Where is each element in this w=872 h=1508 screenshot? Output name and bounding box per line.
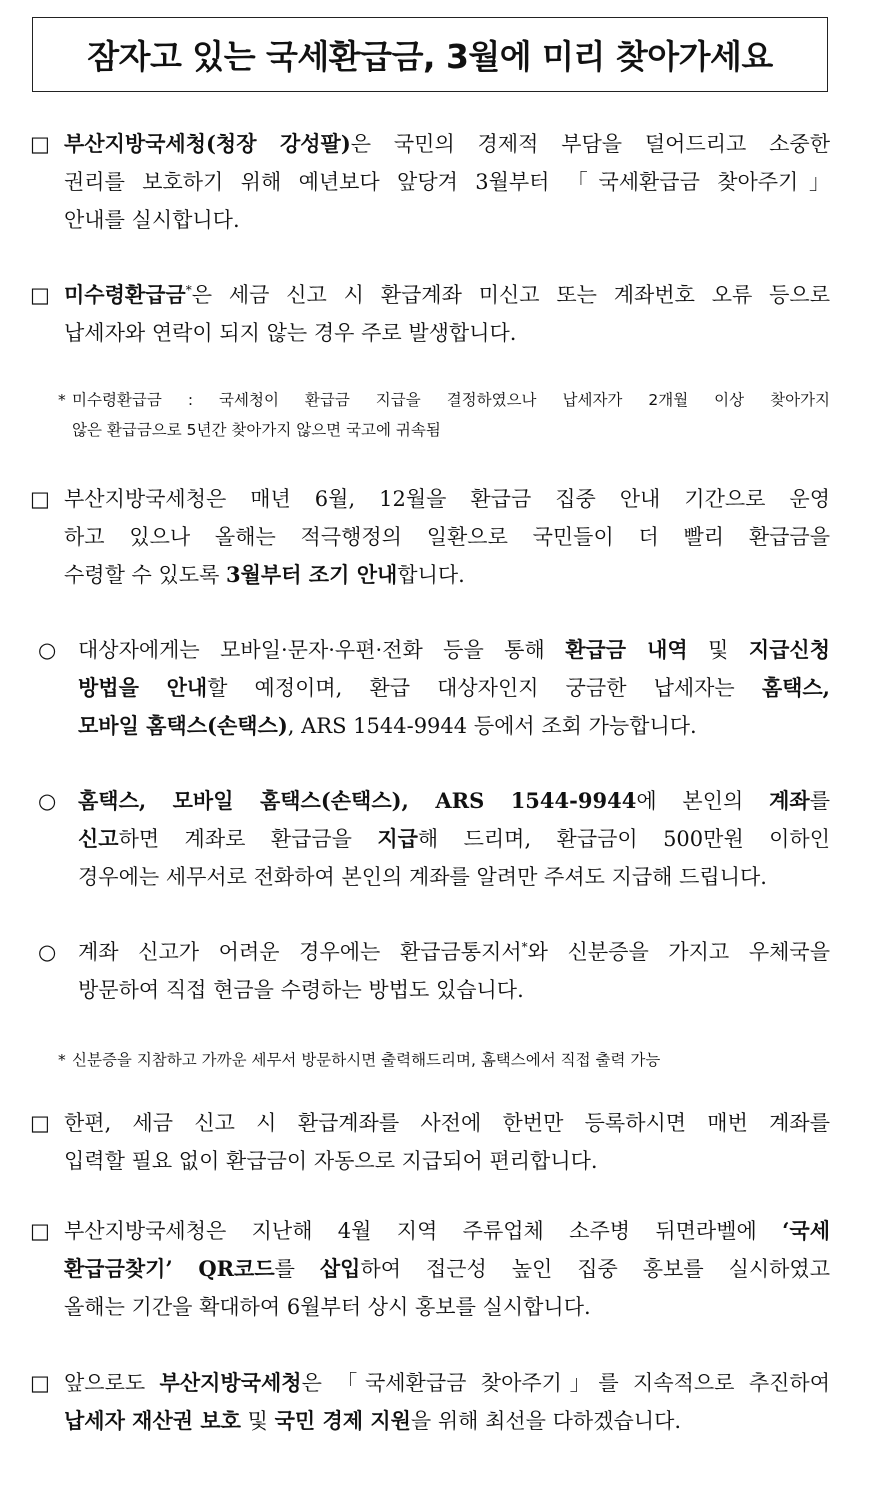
circle-item-1	[38, 631, 830, 745]
text: 할 예정이며, 환급 대상자인지 궁금한 납세자는	[207, 676, 762, 700]
text: 은 국민의 경제적 부담을 덜어드리고 소중한	[350, 132, 830, 156]
text: 를	[274, 1257, 320, 1281]
text: 수령할 수 있도록	[64, 563, 227, 587]
text-line: 경우에는 세무서로 전화하여 본인의 계좌를 알려만 주셔도 지급해 드립니다.	[78, 865, 767, 889]
title-box	[32, 17, 828, 92]
text-bold: 홈택스,	[761, 675, 830, 700]
paragraph-6	[30, 1364, 830, 1440]
paragraph-2	[30, 276, 830, 352]
text-bold: 환급금 내역	[565, 637, 688, 662]
text-bold: 지급	[377, 826, 418, 851]
circle-item-2	[38, 782, 830, 896]
text-bold: 국민 경제 지원	[274, 1408, 411, 1433]
text-bold: 모바일 홈택스(손택스)	[78, 713, 288, 738]
text-line: 방문하여 직접 현금을 수령하는 방법도 있습니다.	[78, 978, 524, 1002]
footnote-2	[58, 1045, 830, 1075]
text: 를	[809, 789, 830, 813]
text-line: 납세자와 연락이 되지 않는 경우 주로 발생합니다.	[64, 321, 517, 345]
paragraph-3	[30, 480, 830, 594]
text: 은 세금 신고 시 환급계좌 미신고 또는 계좌번호 오류 등으로	[191, 283, 830, 307]
text: 하여 접근성 높인 집중 홍보를 실시하였고	[360, 1257, 830, 1281]
text: 하면 계좌로 환급금을	[118, 827, 378, 851]
text: 해 드리며, 환급금이 500만원 이하인	[417, 827, 830, 851]
text: 합니다.	[397, 563, 465, 587]
text: 앞으로도	[64, 1371, 160, 1395]
square-bullet: □	[30, 1111, 50, 1135]
text-bold: 환급금찾기’ QR코드	[64, 1256, 275, 1281]
text: 미수령환급금 : 국세청이 환급금 지급을 결정하였으나 납세자가 2개월 이상 찾아가지	[72, 391, 830, 409]
circle-item-3	[38, 933, 830, 1009]
text: 신분증을 지참하고 가까운 세무서 방문하시면 출력해드리며, 홈택스에서 직접 출력 가능	[72, 1051, 661, 1069]
paragraph-1	[30, 125, 830, 239]
text: 부산지방국세청은 매년 6월, 12월을 환급금 집중 안내 기간으로 운영	[64, 487, 830, 511]
text: 은 「국세환급금 찾아주기」를 지속적으로 추진하여	[301, 1371, 830, 1395]
text-bold: 3월부터 조기 안내	[226, 562, 398, 587]
text-line: 권리를 보호하기 위해 예년보다 앞당겨 3월부터 「국세환급금 찾아주기」	[64, 170, 830, 194]
square-bullet: □	[30, 132, 50, 156]
text-bold: 신고	[78, 826, 119, 851]
square-bullet: □	[30, 283, 50, 307]
text: 및	[687, 638, 749, 662]
text-line: 안내를 실시합니다.	[64, 208, 240, 232]
text-bold: 홈택스, 모바일 홈택스(손택스), ARS 1544-9944	[78, 788, 637, 813]
circle-bullet: ○	[38, 638, 57, 662]
text-line: 않은 환급금으로 5년간 찾아가지 않으면 국고에 귀속됨	[72, 421, 441, 439]
text-bold: 지급신청	[748, 637, 830, 662]
text-line: 하고 있으나 올해는 적극행정의 일환으로 국민들이 더 빨리 환급금을	[64, 525, 830, 549]
footnote-mark: *	[521, 940, 528, 954]
text-line: 올해는 기간을 확대하여 6월부터 상시 홍보를 실시합니다.	[64, 1295, 591, 1319]
square-bullet: □	[30, 1219, 50, 1243]
text-bold: 미수령환급금	[64, 282, 186, 307]
square-bullet: □	[30, 1371, 50, 1395]
text-line: 입력할 필요 없이 환급금이 자동으로 지급되어 편리합니다.	[64, 1149, 598, 1173]
text: 에 본인의	[636, 789, 770, 813]
text-bold: ‘국세	[782, 1218, 830, 1243]
footnote-mark: *	[185, 283, 192, 297]
text-bold: 방법을 안내	[78, 675, 208, 700]
page-title: 잠자고 있는 국세환급금, 3월에 미리 찾아가세요	[87, 37, 773, 76]
text: 와 신분증을 가지고 우체국을	[527, 940, 830, 964]
text: 및	[240, 1409, 275, 1433]
text-bold: 납세자 재산권 보호	[64, 1408, 241, 1433]
square-bullet: □	[30, 487, 50, 511]
footnote-star: *	[58, 391, 66, 409]
text: 을 위해 최선을 다하겠습니다.	[410, 1409, 682, 1433]
text: 계좌 신고가 어려운 경우에는 환급금통지서	[78, 940, 522, 964]
paragraph-5	[30, 1212, 830, 1326]
footnote-star: *	[58, 1051, 66, 1069]
text-bold: 삽입	[319, 1256, 361, 1281]
text: 대상자에게는 모바일·문자·우편·전화 등을 통해	[78, 638, 566, 662]
circle-bullet: ○	[38, 940, 57, 964]
text: 한편, 세금 신고 시 환급계좌를 사전에 한번만 등록하시면 매번 계좌를	[64, 1111, 830, 1135]
circle-bullet: ○	[38, 789, 57, 813]
text-bold: 계좌	[769, 788, 810, 813]
text-bold: 부산지방국세청(청장 강성팔)	[64, 131, 351, 156]
footnote-1	[58, 385, 830, 445]
paragraph-4	[30, 1104, 830, 1180]
text-bold: 부산지방국세청	[159, 1370, 302, 1395]
text: 부산지방국세청은 지난해 4월 지역 주류업체 소주병 뒤면라벨에	[64, 1219, 783, 1243]
text: , ARS 1544-9944 등에서 조회 가능합니다.	[287, 714, 697, 738]
